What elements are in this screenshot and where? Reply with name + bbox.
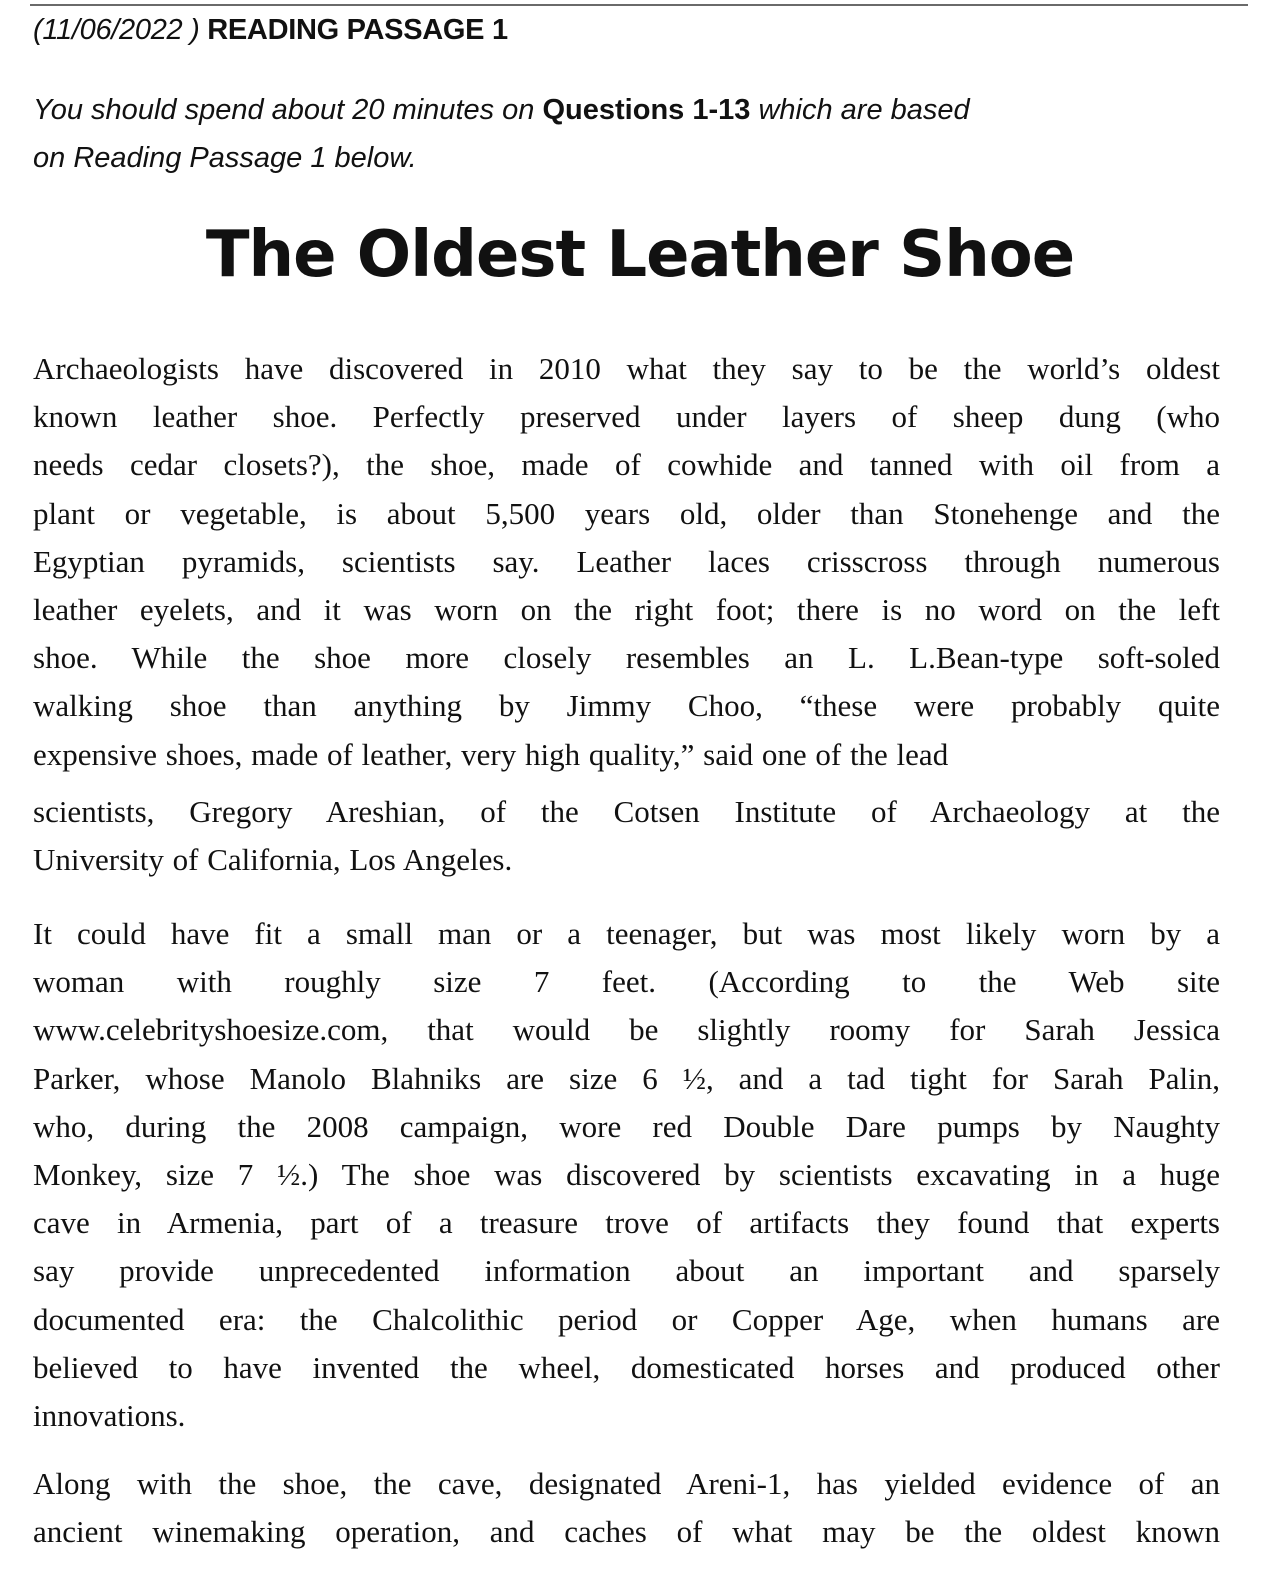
paragraph-1-continued [33,788,1220,884]
paragraph-line: Along with the shoe, the cave, designated Areni-1, has yielded evidence of an [33,1466,1220,1501]
top-divider [30,4,1248,6]
paragraph-line: www.celebrityshoesize.com, that would be slightly roomy for Sarah Jessica [33,1012,1220,1048]
paragraph-2 [33,910,1220,1440]
instructions-text-3: on Reading Passage 1 below. [33,142,417,174]
instructions [33,86,1223,182]
paragraph-line: Parker, whose Manolo Blahniks are size 6 ½, and a tad tight for Sarah Palin, [33,1060,1220,1096]
instructions-text-2: which are based [750,94,970,126]
paragraph-line: leather eyelets, and it was worn on the right foot; there is no word on the left [33,591,1220,627]
passage-title: The Oldest Leather Shoe [205,218,1075,292]
paragraph-line: believed to have invented the wheel, domesticated horses and produced other [33,1349,1220,1385]
passage-date: (11/06/2022 ) [33,14,200,46]
paragraph-line: It could have fit a small man or a teenager, but was most likely worn by a [33,916,1220,951]
paragraph-line: Monkey, size 7 ½.) The shoe was discovered by scientists excavating in a huge [33,1156,1220,1192]
paragraph-line: University of California, Los Angeles. [33,842,513,878]
paragraph-line: say provide unprecedented information about an important and sparsely [33,1253,1220,1289]
passage-label: READING PASSAGE 1 [207,14,508,46]
paragraph-line: cave in Armenia, part of a treasure trove of artifacts they found that experts [33,1205,1220,1241]
paragraph-line: walking shoe than anything by Jimmy Choo, “these were probably quite [33,688,1220,724]
paragraph-line: innovations. [33,1397,186,1433]
paragraph-1 [33,345,1220,779]
passage-header [33,14,508,47]
paragraph-line: plant or vegetable, is about 5,500 years old, older than Stonehenge and the [33,495,1220,531]
paragraph-line: shoe. While the shoe more closely resembles an L. L.Bean-type soft-soled [33,640,1220,676]
paragraph-line: Egyptian pyramids, scientists say. Leather laces crisscross through numerous [33,543,1220,579]
paragraph-line: expensive shoes, made of leather, very high quality,” said one of the lead [33,736,949,772]
paragraph-line: documented era: the Chalcolithic period or Copper Age, when humans are [33,1301,1220,1337]
paragraph-line: woman with roughly size 7 feet. (According to the Web site [33,964,1220,1000]
paragraph-line: Archaeologists have discovered in 2010 what they say to be the world’s oldest [33,351,1220,386]
instructions-questions: Questions 1-13 [542,94,751,126]
paragraph-line: scientists, Gregory Areshian, of the Cotsen Institute of Archaeology at the [33,794,1220,829]
paragraph-line: who, during the 2008 campaign, wore red Double Dare pumps by Naughty [33,1108,1220,1144]
paragraph-line: known leather shoe. Perfectly preserved under layers of sheep dung (who [33,399,1220,435]
instructions-text-1: You should spend about 20 minutes on [33,94,543,126]
paragraph-3 [33,1460,1220,1556]
paragraph-line: needs cedar closets?), the shoe, made of cowhide and tanned with oil from a [33,447,1220,483]
paragraph-line: ancient winemaking operation, and caches of what may be the oldest known [33,1514,1220,1550]
